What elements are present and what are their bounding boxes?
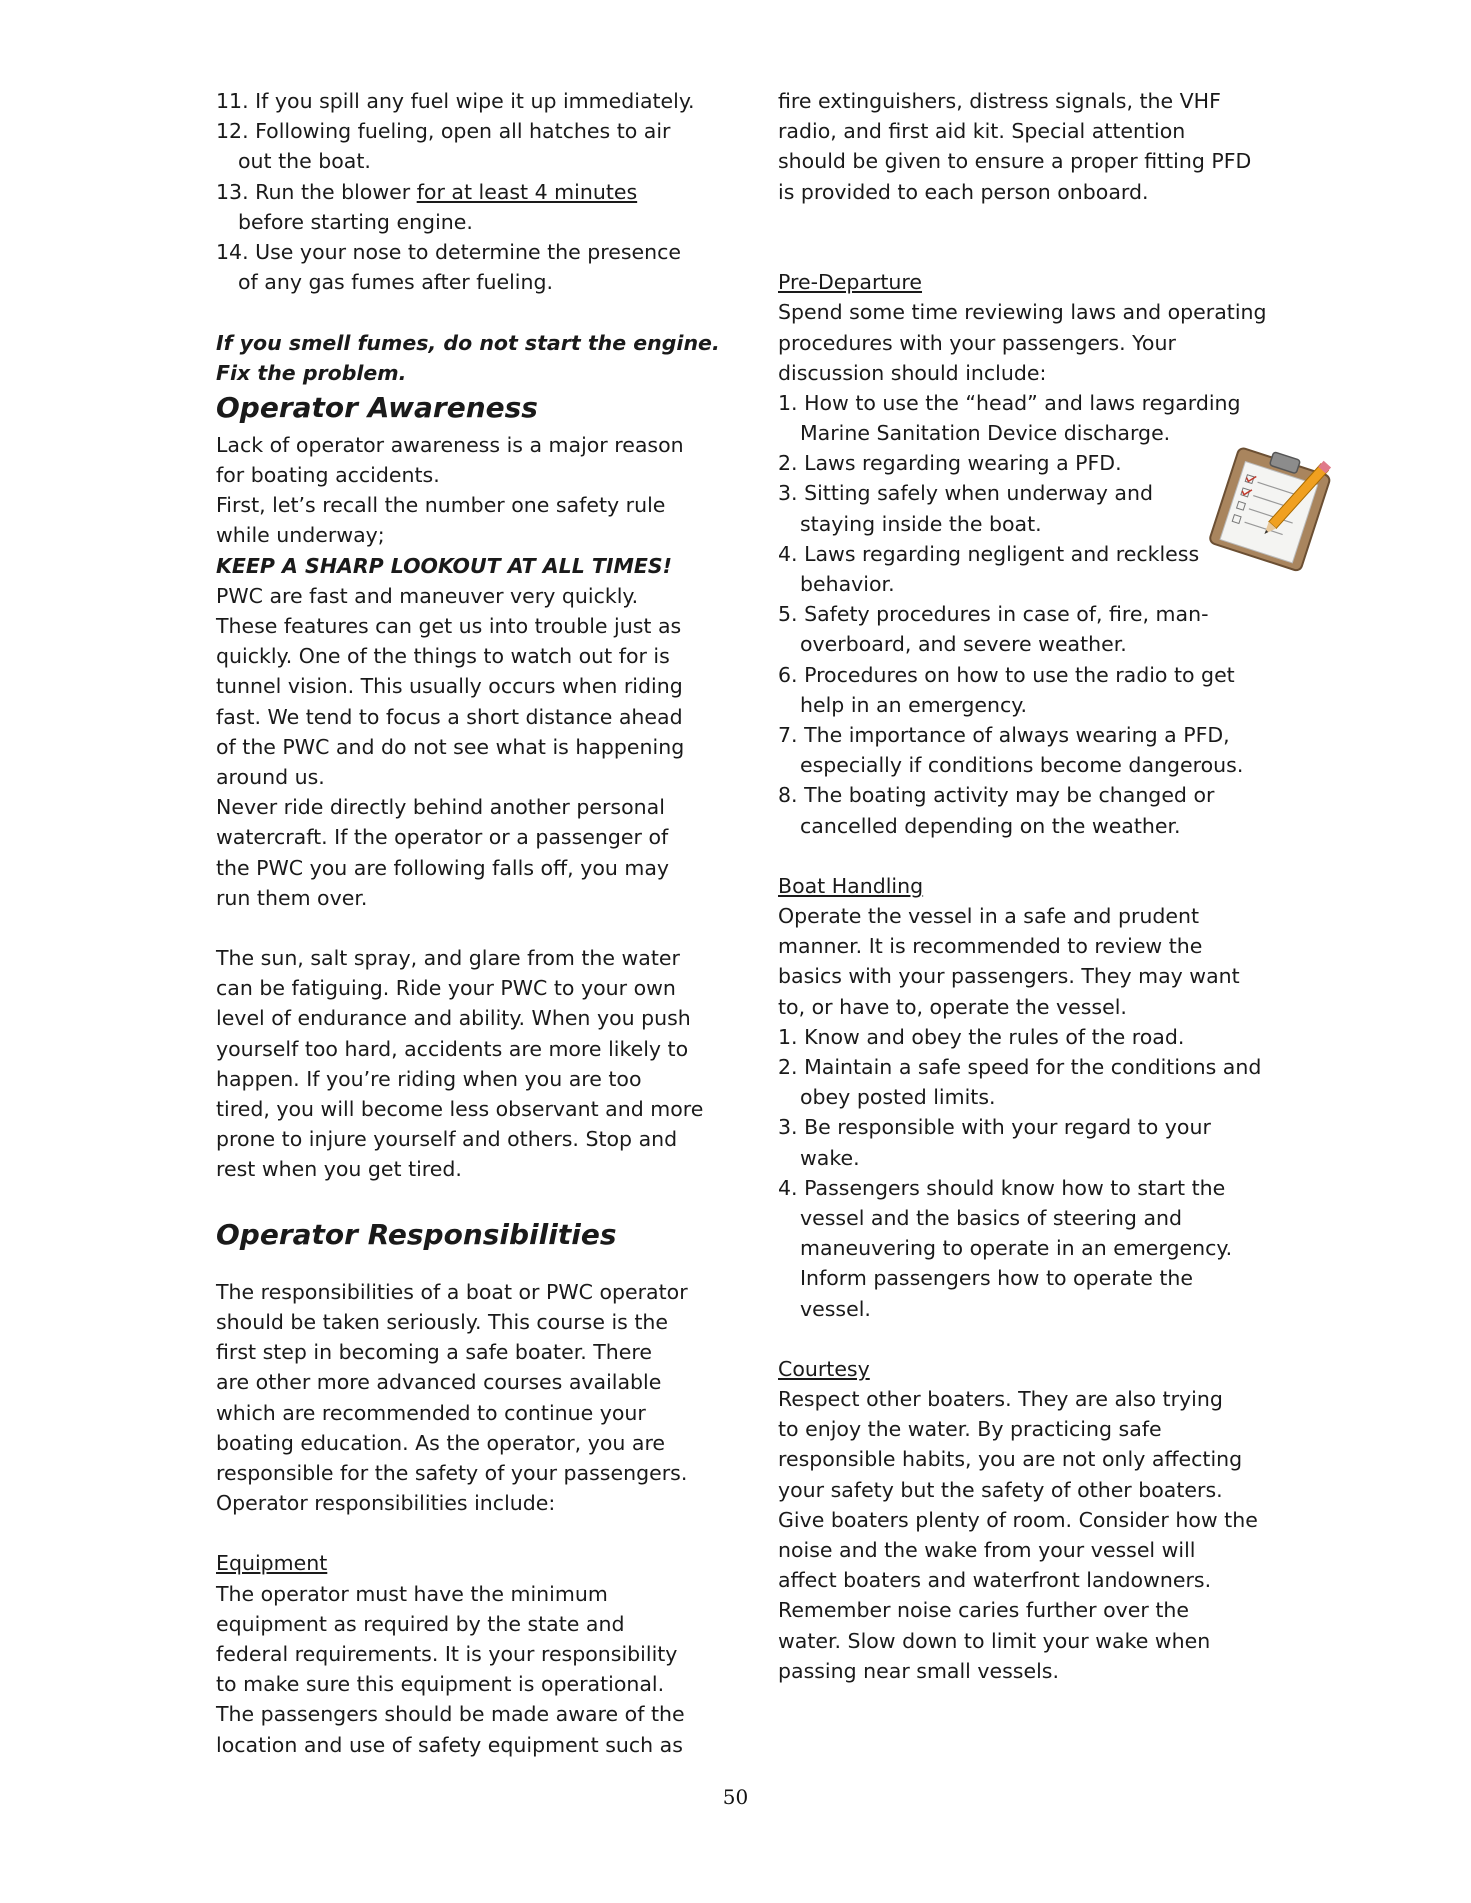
paragraph-line: fire extinguishers, distress signals, the VHF — [778, 89, 1221, 113]
paragraph-line: procedures with your passengers. Your — [778, 330, 1176, 355]
paragraph-line: should be taken seriously. This course is the — [216, 1309, 668, 1334]
fuel-item-12: 12. Following fueling, open all hatches to air — [216, 119, 671, 144]
clipboard-pencil-icon — [1200, 446, 1344, 572]
list-item: 1. How to use the “head” and laws regarding — [778, 390, 1241, 415]
paragraph-line: The sun, salt spray, and glare from the water — [216, 946, 680, 971]
paragraph-line: watercraft. If the operator or a passenger of — [216, 825, 669, 850]
paragraph-line: First, let’s recall the number one safety rule — [216, 493, 666, 518]
paragraph-line: quickly. One of the things to watch out for is — [216, 644, 670, 669]
paragraph-line: tired, you will become less observant and more — [216, 1097, 704, 1121]
fumes-warning-1: If you smell fumes, do not start the engine. — [216, 330, 720, 355]
paragraph-line: Give boaters plenty of room. Consider how the — [778, 1507, 1258, 1532]
paragraph-line: noise and the wake from your vessel will — [778, 1538, 1196, 1562]
list-item-cont: overboard, and severe weather. — [800, 632, 1127, 657]
paragraph-line: location and use of safety equipment such as — [216, 1732, 683, 1757]
paragraph-line: are other more advanced courses available — [216, 1370, 662, 1395]
list-item-cont: especially if conditions become dangerous. — [800, 753, 1244, 778]
paragraph-line: responsible for the safety of your passengers. — [216, 1460, 688, 1485]
fuel-item-13 — [216, 177, 716, 207]
paragraph-line: around us. — [216, 764, 325, 789]
paragraph-line: while underway; — [216, 523, 385, 548]
paragraph-line: Operate the vessel in a safe and prudent — [778, 904, 1200, 929]
paragraph-line: yourself too hard, accidents are more likely to — [216, 1036, 689, 1061]
subheading-equipment: Equipment — [216, 1551, 328, 1576]
list-item: 3. Be responsible with your regard to your — [778, 1115, 1211, 1140]
paragraph-line: should be given to ensure a proper fitting PFD — [778, 149, 1252, 174]
paragraph-line: level of endurance and ability. When you push — [216, 1006, 691, 1031]
spacer — [778, 841, 1278, 871]
paragraph-line: The operator must have the minimum — [216, 1581, 608, 1606]
list-item-cont: vessel. — [800, 1296, 871, 1321]
list-item: 2. Maintain a safe speed for the conditions and — [778, 1055, 1262, 1079]
paragraph-line: prone to injure yourself and others. Stop and — [216, 1127, 678, 1152]
paragraph-line: water. Slow down to limit your wake when — [778, 1628, 1211, 1653]
paragraph-line: Lack of operator awareness is a major reason — [216, 432, 684, 457]
list-item: 8. The boating activity may be changed or — [778, 783, 1215, 808]
spacer — [216, 1257, 716, 1277]
spacer — [216, 1518, 716, 1548]
list-item-cont: wake. — [800, 1145, 860, 1170]
paragraph-line: responsible habits, you are not only affecting — [778, 1447, 1243, 1472]
subheading-courtesy: Courtesy — [778, 1356, 870, 1381]
list-item: 2. Laws regarding wearing a PFD. — [778, 451, 1122, 476]
paragraph-line: manner. It is recommended to review the — [778, 934, 1203, 959]
paragraph-line: the PWC you are following falls off, you may — [216, 855, 670, 880]
paragraph-line: is provided to each person onboard. — [778, 179, 1149, 204]
spacer — [778, 1324, 1278, 1354]
paragraph-line: for boating accidents. — [216, 463, 440, 488]
paragraph-line: discussion should include: — [778, 360, 1047, 385]
paragraph-line: rest when you get tired. — [216, 1157, 462, 1182]
fuel-item-13-cont: before starting engine. — [238, 209, 473, 234]
list-item: 7. The importance of always wearing a PFD, — [778, 722, 1230, 747]
paragraph-line: fast. We tend to focus a short distance ahead — [216, 704, 683, 729]
paragraph-line: The responsibilities of a boat or PWC operator — [216, 1279, 688, 1304]
right-column — [778, 86, 1278, 1686]
paragraph-line: federal requirements. It is your responsibility — [216, 1642, 678, 1666]
list-item-cont: maneuvering to operate in an emergency. — [800, 1236, 1233, 1261]
spacer — [778, 207, 1278, 237]
fuel-item-14-cont: of any gas fumes after fueling. — [238, 270, 553, 295]
heading-operator-responsibilities: Operator Responsibilities — [216, 1217, 617, 1251]
paragraph-line: of the PWC and do not see what is happening — [216, 734, 685, 759]
paragraph-line: run them over. — [216, 885, 368, 910]
paragraph-line: boating education. As the operator, you are — [216, 1430, 666, 1455]
spacer — [216, 1185, 716, 1215]
list-item: 5. Safety procedures in case of, fire, man- — [778, 602, 1209, 627]
paragraph-line: passing near small vessels. — [778, 1658, 1059, 1683]
list-item-cont: Inform passengers how to operate the — [800, 1266, 1194, 1291]
list-item: 4. Passengers should know how to start the — [778, 1175, 1226, 1200]
fumes-warning-2: Fix the problem. — [216, 360, 407, 385]
list-item-cont: Marine Sanitation Device discharge. — [800, 421, 1171, 446]
fuel-item-13-underlined: for at least 4 minutes — [416, 179, 638, 204]
list-item-cont: obey posted limits. — [800, 1085, 996, 1110]
paragraph-line: to make sure this equipment is operational. — [216, 1672, 665, 1697]
fuel-item-11: 11. If you spill any fuel wipe it up immediately. — [216, 89, 695, 113]
paragraph-line: can be fatiguing. Ride your PWC to your own — [216, 976, 676, 1001]
fuel-item-13-text: 13. Run the blower — [216, 179, 417, 204]
fuel-item-12-cont: out the boat. — [238, 149, 371, 174]
list-item-cont: staying inside the boat. — [800, 511, 1042, 536]
list-item-cont: vessel and the basics of steering and — [800, 1205, 1183, 1230]
lookout-rule: KEEP A SHARP LOOKOUT AT ALL TIMES! — [216, 553, 673, 578]
subheading-boat-handling: Boat Handling — [778, 873, 924, 898]
paragraph-line: The passengers should be made aware of the — [216, 1702, 685, 1727]
list-item: 1. Know and obey the rules of the road. — [778, 1024, 1185, 1049]
list-item: 6. Procedures on how to use the radio to get — [778, 662, 1235, 687]
paragraph-line: to enjoy the water. By practicing safe — [778, 1417, 1162, 1442]
left-column — [216, 86, 720, 1760]
spacer — [778, 237, 1278, 267]
paragraph-line: Never ride directly behind another personal — [216, 795, 665, 820]
paragraph-line: first step in becoming a safe boater. There — [216, 1340, 652, 1365]
paragraph-line: Respect other boaters. They are also trying — [778, 1387, 1223, 1412]
list-item-cont: cancelled depending on the weather. — [800, 813, 1181, 838]
paragraph-line: Operator responsibilities include: — [216, 1491, 556, 1516]
spacer — [216, 913, 716, 943]
subheading-pre-departure: Pre-Departure — [778, 270, 923, 295]
spacer — [216, 297, 716, 327]
paragraph-line: equipment as required by the state and — [216, 1611, 625, 1636]
paragraph-line: tunnel vision. This usually occurs when riding — [216, 674, 683, 699]
list-item-cont: behavior. — [800, 572, 895, 596]
list-item-cont: help in an emergency. — [800, 692, 1027, 717]
paragraph-line: basics with your passengers. They may want — [778, 964, 1240, 989]
paragraph-line: Spend some time reviewing laws and operating — [778, 300, 1267, 325]
paragraph-line: to, or have to, operate the vessel. — [778, 994, 1127, 1019]
paragraph-line: your safety but the safety of other boaters. — [778, 1477, 1223, 1502]
list-item: 3. Sitting safely when underway and — [778, 481, 1153, 506]
page-number: 50 — [722, 1785, 749, 1809]
paragraph-line: Remember noise caries further over the — [778, 1598, 1189, 1623]
paragraph-line: which are recommended to continue your — [216, 1400, 646, 1425]
fuel-item-14: 14. Use your nose to determine the presence — [216, 239, 682, 264]
paragraph-line: affect boaters and waterfront landowners. — [778, 1568, 1212, 1593]
paragraph-line: These features can get us into trouble just as — [216, 614, 682, 638]
paragraph-line: PWC are fast and maneuver very quickly. — [216, 583, 639, 608]
paragraph-line: happen. If you’re riding when you are too — [216, 1066, 642, 1091]
list-item: 4. Laws regarding negligent and reckless — [778, 541, 1200, 566]
heading-operator-awareness: Operator Awareness — [216, 390, 538, 424]
paragraph-line: radio, and first aid kit. Special attention — [778, 119, 1186, 144]
